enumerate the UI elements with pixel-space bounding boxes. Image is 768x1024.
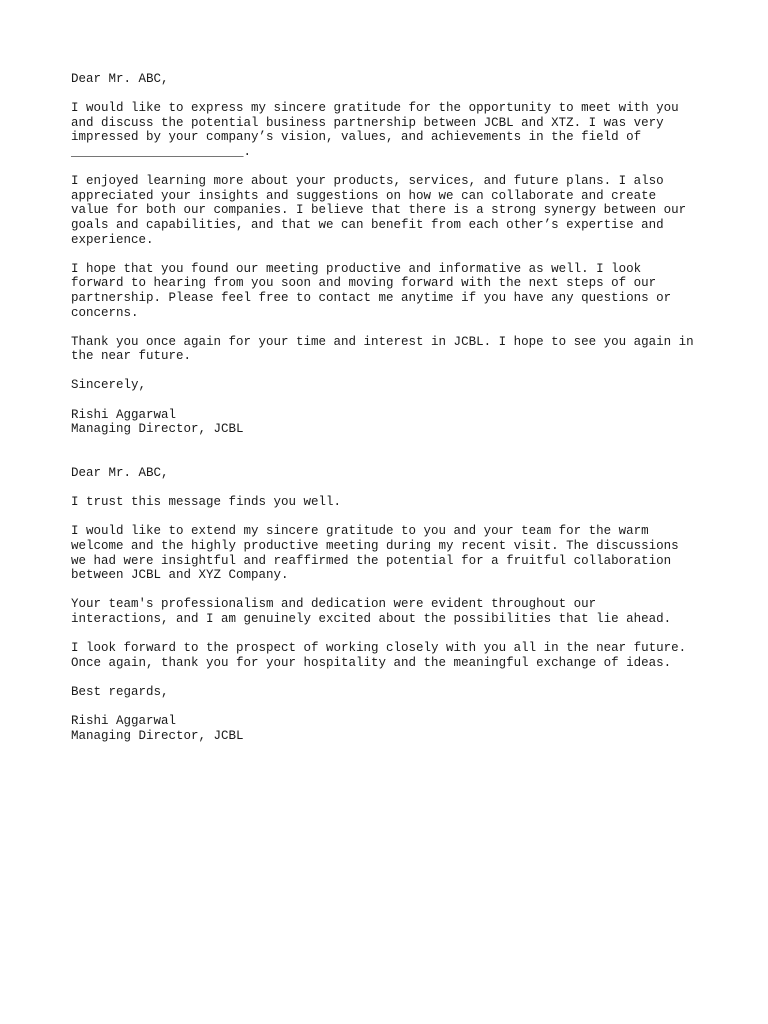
letter-separator [71, 437, 711, 466]
spacer [71, 583, 711, 598]
letter-one-signer-name: Rishi Aggarwal [71, 407, 177, 422]
spacer [71, 364, 711, 379]
spacer [71, 247, 711, 262]
letter-one-salutation: Dear Mr. ABC, [71, 72, 169, 86]
letter-two-paragraph-4: I look forward to the prospect of working closely with you all in the near future. Once again, thank you for your hospitality and the meaningful exchange of ideas. [71, 641, 687, 670]
spacer [71, 481, 711, 496]
spacer [71, 510, 711, 525]
letter-two-signer-title: Managing Director, JCBL [71, 728, 244, 743]
spacer [71, 627, 711, 642]
letter-one-paragraph-4: Thank you once again for your time and interest in JCBL. I hope to see you again in the near future. [71, 334, 694, 364]
document-page [71, 72, 711, 743]
spacer [71, 670, 711, 685]
letter-two [71, 466, 711, 743]
letter-one [71, 72, 711, 437]
letter-two-paragraph-1: I trust this message finds you well. [71, 495, 342, 510]
letter-one-paragraph-1: I would like to express my sincere gratitude for the opportunity to meet with you and discuss the potential business partnership between JCBL and XTZ. I was very impressed by your company’s vision, values, and achievements in the field of _______________________. [71, 101, 679, 159]
letter-two-salutation: Dear Mr. ABC, [71, 466, 169, 481]
letter-one-paragraph-2: I enjoyed learning more about your products, services, and future plans. I also appreciated your insights and suggestions on how we can collaborate and create value for both our companies. I believe that there is a strong synergy between our goals and capabilities, and that we can benefit from each other’s expertise and experience. [71, 174, 687, 247]
letter-one-closing: Sincerely, [71, 378, 147, 393]
letter-two-paragraph-3: Your team's professionalism and dedication were evident throughout our interactions, and I am genuinely excited about the possibilities that lie ahead. [71, 597, 672, 626]
letter-one-paragraph-3: I hope that you found our meeting productive and informative as well. I look forward to hearing from you soon and moving forward with the next steps of our partnership. Please feel free to contact me anytime if you have any questions or concerns. [71, 261, 672, 320]
spacer [71, 320, 711, 335]
spacer [71, 87, 711, 102]
spacer [71, 160, 711, 175]
spacer [71, 700, 711, 715]
letter-two-closing: Best regards, [71, 684, 169, 699]
letter-one-signer-title: Managing Director, JCBL [71, 422, 244, 437]
letter-two-signer-name: Rishi Aggarwal [71, 714, 177, 729]
spacer [71, 393, 711, 408]
letter-two-paragraph-2: I would like to extend my sincere gratitude to you and your team for the warm welcome and the highly productive meeting during my recent visit. The discussions we had were insightful and reaffirmed the potential for a fruitful collaboration between JCBL and XYZ Company. [71, 524, 679, 583]
